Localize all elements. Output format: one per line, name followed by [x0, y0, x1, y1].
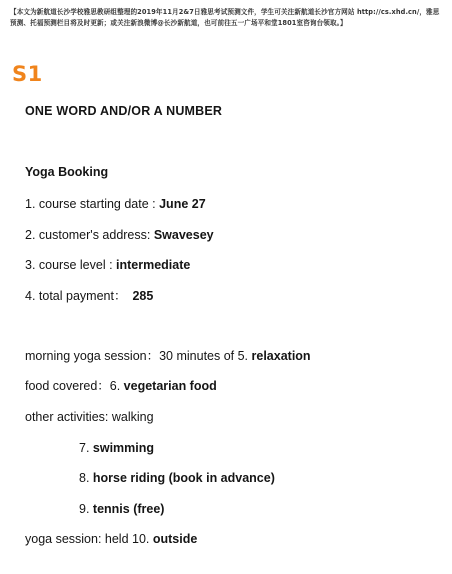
line-8-prefix: 8. [79, 471, 93, 485]
line-10-prefix: yoga session: held 10. [25, 532, 153, 546]
line-7-answer: swimming [92, 441, 155, 455]
line-1-answer: June 27 [159, 197, 206, 211]
line-2-prefix: 2. customer's address: [25, 228, 154, 242]
answer-line-9 [79, 502, 164, 517]
line-6-prefix: food covered：6. [25, 379, 124, 393]
answer-line-5 [25, 349, 311, 364]
line-8-answer: horse riding (book in advance) [92, 471, 275, 485]
answer-line-6 [25, 379, 217, 394]
answer-line-4 [25, 289, 153, 304]
other-activities-text: other activities: walking [25, 410, 154, 424]
line-9-prefix: 9. [79, 502, 93, 516]
line-7-prefix: 7. [79, 441, 93, 455]
answer-line-3 [25, 258, 190, 273]
answer-line-7 [79, 441, 154, 456]
answer-sheet [8, 88, 382, 568]
other-activities-line [25, 410, 154, 425]
line-3-answer: intermediate [116, 258, 191, 272]
header-note: 【本文为新航道长沙学校雅思教研组整理的2019年11月2&7日雅思考试预测文件，学生可关注新航道长沙官方网站 http://cs.xhd.cn/，雅思预测、托福预测栏目将及时更新；或关注新浪微博@长沙新航道，也可前往五一广场平和堂1801室咨询台领取。】 [10, 8, 440, 27]
line-2-answer: Swavesey [153, 228, 214, 242]
line-1-prefix: 1. course starting date : [25, 197, 160, 211]
line-9-answer: tennis (free) [92, 502, 165, 516]
line-5-answer: relaxation [251, 349, 311, 363]
line-4-prefix: 4. total payment： [25, 289, 127, 303]
line-6-answer: vegetarian food [123, 379, 217, 393]
line-5-prefix: morning yoga session：30 minutes of 5. [25, 349, 252, 363]
line-4-answer: 285 [132, 289, 154, 303]
instruction-text: ONE WORD AND/OR A NUMBER [25, 104, 223, 118]
answer-line-10 [25, 532, 197, 547]
answer-line-2 [25, 228, 214, 243]
answer-line-8 [79, 471, 275, 486]
line-10-answer: outside [152, 532, 198, 546]
form-title: Yoga Booking [25, 165, 109, 179]
answer-line-1 [25, 197, 206, 212]
line-3-prefix: 3. course level : [25, 258, 117, 272]
section-label: S1 [12, 62, 43, 86]
